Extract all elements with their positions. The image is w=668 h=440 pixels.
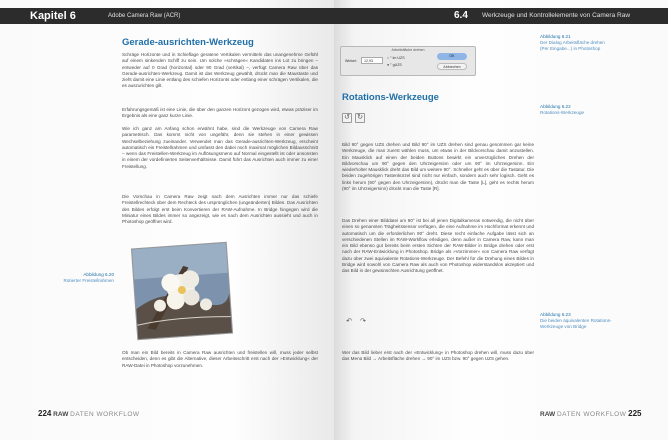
footer-raw-label: RAW [540, 411, 556, 418]
chapter-label: Kapitel 6 [30, 10, 76, 22]
section-heading: Rotations-Werkzeuge [342, 92, 439, 103]
radio-clockwise-label: ° im UZS [390, 56, 405, 60]
paragraph: Bild 90° gegen UZS drehen und Bild 90° im UZS drehen sind genau genommen gar keine Werkzeuge, die man zuerst wählen muss, um etwas in der Bildvorschau damit anzustellen. Ein Mausklick auf einen der beiden Buttons bewirkt ein unverzügliches Drehen der Bildvorschau um 90° gegen den Uhrzeigersinn oder um 90° im Uhrzeigersinn. Ein wiederholter Mausklick dreht das Bild um weitere 90°. Schneller geht es über die Tastatur. Die beiden zugehörigen Tastenkürzel sind nicht nur einfach, sondern auch sehr logisch. Geht es links herum (90° gegen den Uhrzeigersinn), drückt man die Taste [L], geht es rechts herum (90° im Uhrzeigersinn) drückt man die Taste [R]. [342, 142, 534, 191]
footer-raw-label: RAW [53, 411, 69, 418]
figure-number: Abbildung 6.22 [540, 104, 571, 109]
figure-caption [52, 272, 114, 284]
blossom-photo-graphic [132, 243, 232, 339]
section-number: 6.4 [454, 10, 468, 21]
radio-clockwise[interactable]: ○ ° im UZS [387, 56, 405, 60]
cancel-button[interactable]: Abbrechen [437, 63, 467, 70]
figure-caption-text: Rotierter Freistellrahmen [63, 278, 114, 283]
radio-counterclockwise-label: ° gUZS [390, 63, 402, 67]
paragraph: Wer das Bild lieber erst nach der »Entwicklung« in Photoshop drehen will, muss dazu über das Menü Bild → Arbeitsfläche drehen → 90° im UZS bzw. 90° gegen UZS gehen. [342, 350, 534, 362]
radio-counterclockwise[interactable]: ● ° gUZS [387, 63, 402, 67]
rotate-right-icon[interactable]: ↻ [355, 113, 365, 123]
figure-number: Abbildung 6.21 [540, 34, 571, 39]
paragraph: Das Drehen einer Bilddatei um 90° ist bei all jenen Digitalkameras notwendig, die nicht über einen so genannten Trägheitssensor verfügen, die eine Aufnahme im Hochformat erkennt und automatisch um die erforderlichen 90° dreht. Diese recht einfache Aufgabe lässt sich an verschiedenen Stellen im RAW-Workflow erledigen, denn außer in Camera Raw, kann man ein Bild ebenso gut bereits beim ersten Sichten der RAW-Bilder in Bridge drehen oder erst nach der RAW-Entwicklung in Photoshop. Bridge als »Vorzimmer« von Camera Raw verfügt dazu über zwei äquivalente Rotations-Werkzeuge. Der Befehl für die Drehung eines Bildes in Bridge wird sowohl von Camera Raw als auch von Photoshop widerstandslos akzeptiert und das Bild in der gewünschten Ausrichtung geöffnet. [342, 218, 534, 273]
paragraph: Die Vorschau in Camera Raw zeigt nach dem Ausrichten immer nur das schiefe Freistellrechteck über dem Rechteck des ursprünglichen (ungeänderten) Bildes. Das Ausrichten des Bildes erfolgt erst beim Konvertieren der RAW-Aufnahme. In Bridge hingegen wird die Miniatur eines Bildes immer so angezeigt, wie es nach dem Ausrichten aussieht und auch in Photoshop geöffnet wird. [122, 194, 318, 224]
section-header-bar [334, 8, 668, 24]
figure-number: Abbildung 6.20 [83, 272, 114, 277]
figure-caption [540, 312, 612, 330]
bridge-rotate-left-icon[interactable]: ↶ [346, 318, 352, 325]
footer-workflow-label: DATEN WORKFLOW [556, 411, 627, 418]
angle-input[interactable]: 12,93 [361, 57, 383, 64]
figure-caption [540, 104, 612, 116]
paragraph: Erfahrungsgemäß ist eine Linie, die über den ganzen Horizont gezogen wird, etwas präziser im Ergebnis als eine ganz kurze Linie. [122, 107, 318, 119]
section-title: Werkzeuge und Kontrollelemente von Camera Raw [482, 12, 631, 19]
rotate-canvas-dialog [340, 46, 476, 76]
figure-caption-text: Die beiden äquivalenten Rotations-Werkzeuge von Bridge [540, 318, 612, 329]
paragraph: Wie ich ganz am Anfang schon erwähnt habe, sind die Werkzeuge von Camera Raw parametrisch. Das kommt nicht von ungefähr, denn sie stehen in einer gewissen Wechselbeziehung zueinander. Verwendet man das Gerade-ausrichten-Werkzeug, erscheint automatisch ein Freistellrahmen und umfasst den dabei noch maximal möglichen Bildausschnitt – wenn das Freistellen-Werkzeug im Auflösungsmenü auf Normal eingestellt ist oder ansonsten in einem der vordefinierten Seitenverhältnisse. Damit führt das Ausrichten auch immer zu einer Freistellung. [122, 126, 318, 169]
blossom-photo [132, 243, 232, 339]
page-footer [38, 409, 140, 418]
rotate-left-icon[interactable]: ↺ [342, 113, 352, 123]
dialog-title: Arbeitsfläche drehen [391, 48, 425, 52]
chapter-subtitle: Adobe Camera Raw (ACR) [108, 13, 181, 19]
figure-caption-text: Rotations-Werkzeuge [540, 110, 585, 115]
footer-workflow-label: DATEN WORKFLOW [70, 411, 140, 418]
angle-label: Winkel: [345, 59, 357, 63]
page-number: 224 [38, 409, 52, 418]
page-number: 225 [628, 409, 642, 418]
figure-caption-text: Der Dialog Arbeitsfläche drehen (Per Eingabe...) in Photoshop [540, 40, 605, 51]
section-heading: Gerade-ausrichten-Werkzeug [122, 37, 254, 48]
paragraph: Schräge Horizonte und in Schieflage geratene Vertikalen vermitteln das unangenehme Gefühl auf einem sinkenden Schiff zu sein. Um solche »schrägen« Kandidaten ins Lot zu bringen – entweder auf 0 Grad (horizontal) oder 90 Grad (vertikal) –, verfügt Camera Raw über das Gerade-ausrichten-Werkzeug. Damit ist das Werkzeug gewählt, drückt man die Maustaste und zieht damit eine Linie entlang des schiefen Horizonts oder entlang einer schrägen Vertikalen, die es auszurichten gilt. [122, 52, 318, 89]
figure-caption [540, 34, 612, 52]
paragraph: Ob man ein Bild bereits in Camera Raw ausrichten und freistellen will, muss jeder selbst entscheiden, denn es gibt die Alternative, dieser Arbeitsschritt erst nach der »Entwicklung« der RAW-Datei in Photoshop vorzunehmen. [122, 350, 318, 368]
page-footer [540, 409, 642, 418]
figure-number: Abbildung 6.23 [540, 312, 571, 317]
right-page [334, 0, 668, 440]
bridge-rotate-right-icon[interactable]: ↷ [360, 318, 366, 325]
chapter-header-bar [0, 8, 334, 24]
ok-button[interactable]: OK [437, 53, 467, 60]
